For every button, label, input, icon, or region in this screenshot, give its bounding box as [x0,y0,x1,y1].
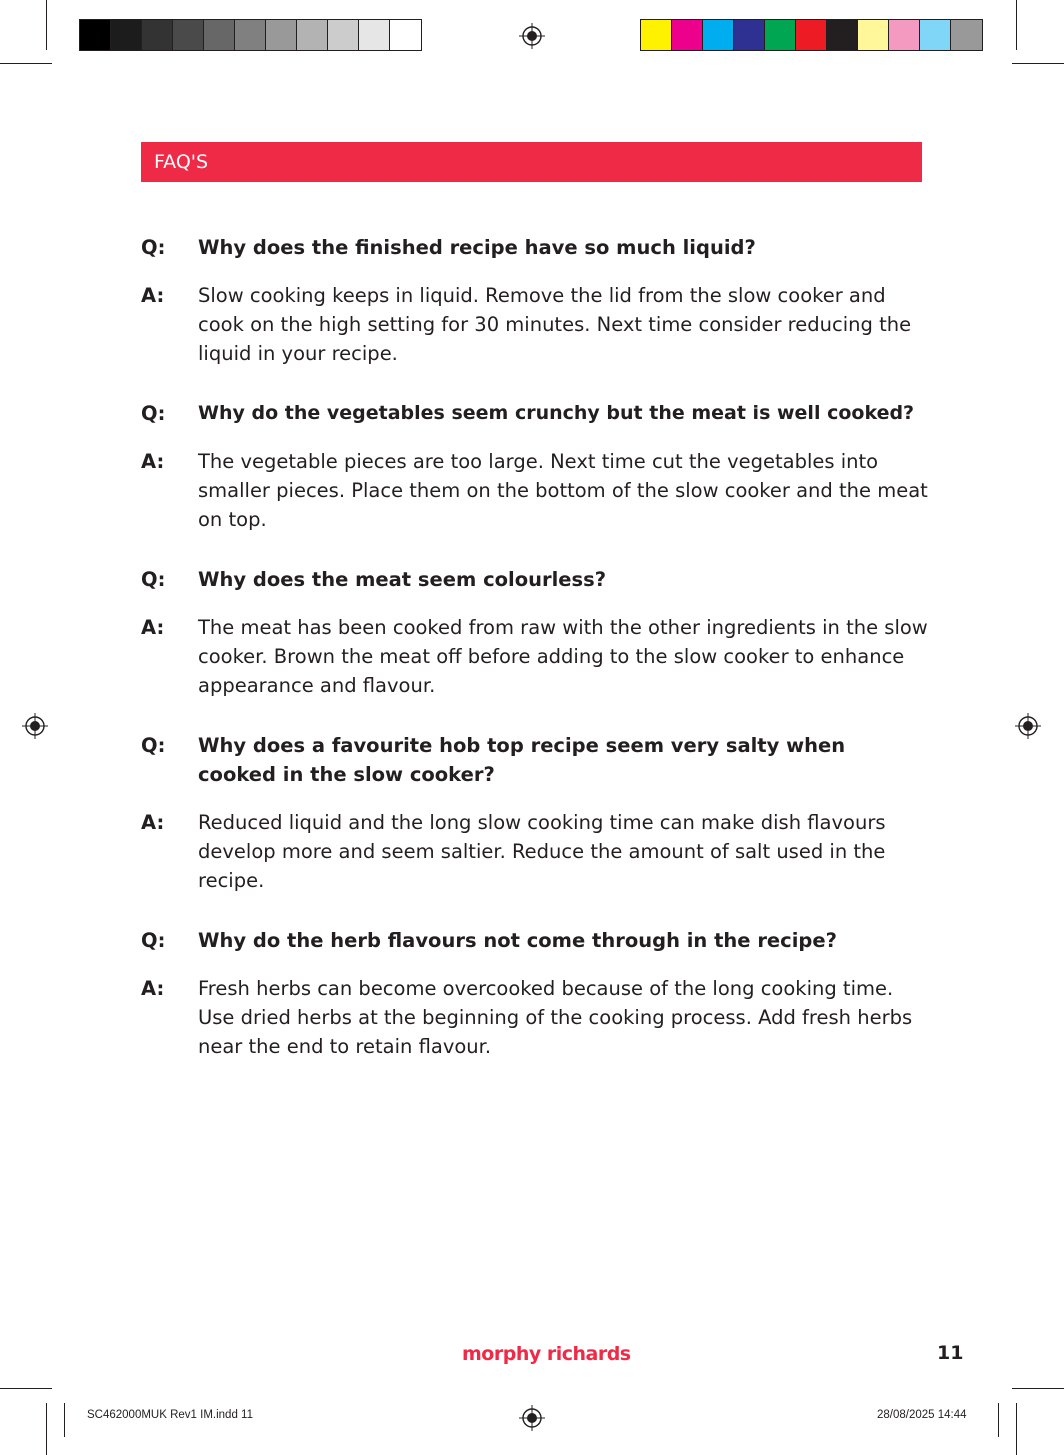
question-row [141,565,941,594]
color-swatch [235,20,266,50]
color-swatch [672,20,703,50]
answer-label: A: [141,450,165,473]
answer-text: Fresh herbs can become overcooked because of the long cooking time. Use dried herbs at the beginning of the cooking process. Add fresh herbs near the end to retain flavour. [198,977,913,1058]
process-color-bar [640,19,983,51]
color-swatch [359,20,390,50]
crop-mark [1012,63,1064,64]
question-label: Q: [141,734,166,757]
question-text: Why does the finished recipe have so much liquid? [198,236,756,259]
color-swatch [266,20,297,50]
color-swatch [703,20,734,50]
color-swatch [951,20,982,50]
question-text: Why does a favourite hob top recipe seem very salty when cooked in the slow cooker? [198,734,846,786]
registration-mark-icon [519,23,545,49]
answer-text: Reduced liquid and the long slow cooking time can make dish flavours develop more and seem saltier. Reduce the amount of salt used in the recipe. [198,811,886,892]
faq-item [141,731,941,895]
registration-mark-icon [1015,713,1041,739]
faq-item [141,565,941,700]
answer-label: A: [141,977,165,1000]
faq-item [141,233,941,368]
faq-item [141,399,941,534]
answer-row [141,447,941,534]
question-label: Q: [141,402,166,425]
color-swatch [920,20,951,50]
color-swatch [827,20,858,50]
slug-divider [64,1403,65,1437]
answer-text: The meat has been cooked from raw with the other ingredients in the slow cooker. Brown the meat off before adding to the slow cooker to enhance appearance and flavour. [198,616,928,697]
question-text: Why does the meat seem colourless? [198,568,607,591]
section-title: FAQ'S [154,151,209,173]
color-swatch [142,20,173,50]
color-swatch [858,20,889,50]
answer-text: Slow cooking keeps in liquid. Remove the lid from the slow cooker and cook on the high setting for 30 minutes. Next time consider reducing the liquid in your recipe. [198,284,912,365]
slug-timestamp: 28/08/2025 14:44 [877,1409,967,1421]
crop-mark [1012,1388,1064,1389]
answer-row [141,613,941,700]
color-swatch [80,20,111,50]
question-row [141,233,941,262]
crop-mark [1016,0,1017,50]
answer-text: The vegetable pieces are too large. Next time cut the vegetables into smaller pieces. Place them on the bottom of the slow cooker and the meat on top. [198,450,928,531]
question-row [141,731,941,789]
crop-mark [46,0,47,50]
morphy-richards-logo: morphy richards [462,1343,631,1365]
question-label: Q: [141,236,166,259]
color-swatch [889,20,920,50]
question-row [141,926,941,955]
question-text: Why do the herb flavours not come through in the recipe? [198,929,837,952]
answer-row [141,281,941,368]
color-swatch [173,20,204,50]
grayscale-color-bar [79,19,422,51]
slug-divider [998,1403,999,1437]
crop-mark [1016,1403,1017,1455]
color-swatch [297,20,328,50]
question-label: Q: [141,929,166,952]
question-text: Why do the vegetables seem crunchy but the meat is well cooked? [198,402,915,424]
color-swatch [390,20,421,50]
answer-label: A: [141,616,165,639]
answer-row [141,808,941,895]
registration-mark-icon [22,713,48,739]
page-number: 11 [937,1342,964,1364]
section-header [141,142,922,182]
question-label: Q: [141,568,166,591]
color-swatch [765,20,796,50]
color-swatch [328,20,359,50]
color-swatch [204,20,235,50]
color-swatch [734,20,765,50]
answer-row [141,974,941,1061]
registration-mark-icon [519,1405,545,1431]
faq-item [141,926,941,1061]
crop-mark [0,1388,52,1389]
color-swatch [641,20,672,50]
color-swatch [111,20,142,50]
answer-label: A: [141,284,165,307]
color-swatch [796,20,827,50]
crop-mark [46,1403,47,1455]
answer-label: A: [141,811,165,834]
slug-filename: SC462000MUK Rev1 IM.indd 11 [87,1409,253,1421]
question-row [141,399,941,428]
crop-mark [0,63,52,64]
